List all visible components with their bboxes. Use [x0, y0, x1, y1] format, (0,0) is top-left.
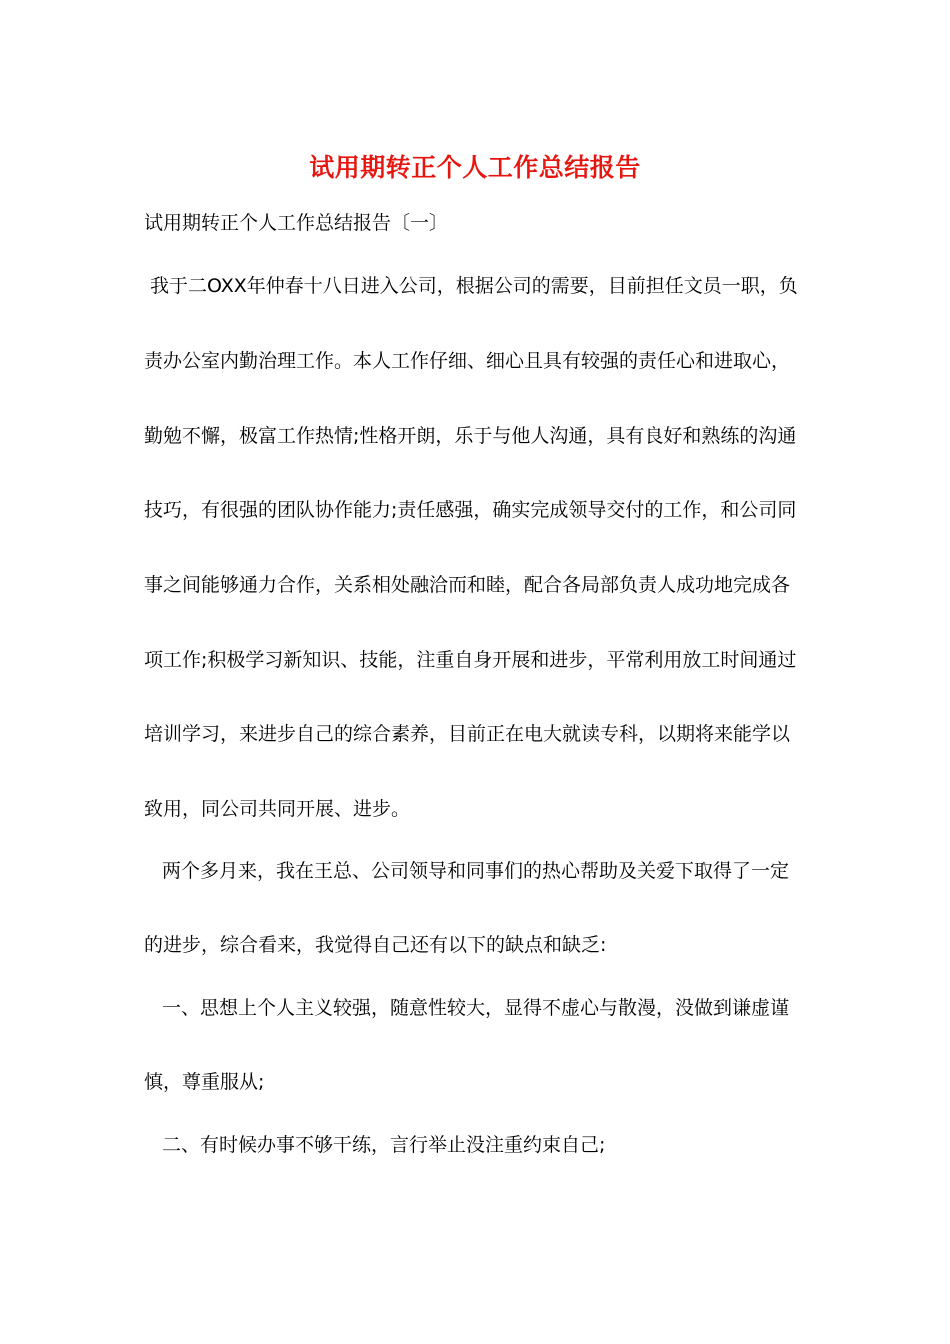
paragraph-line: 责办公室内勤治理工作。本人工作仔细、细心且具有较强的责任心和进取心， — [144, 350, 791, 372]
paragraph-line: 两个多月来，我在王总、公司领导和同事们的热心帮助及关爱下取得了一定 — [162, 860, 790, 882]
list-item-line: 二、有时候办事不够干练，言行举止没注重约束自己; — [162, 1134, 606, 1156]
paragraph-line: 的进步，综合看来，我觉得自己还有以下的缺点和缺乏: — [144, 934, 607, 956]
paragraph-line: 事之间能够通力合作，关系相处融洽而和睦，配合各局部负责人成功地完成各 — [144, 574, 791, 596]
paragraph-line: 我于二OXX年仲春十八日进入公司，根据公司的需要，目前担任文员一职，负 — [150, 275, 798, 297]
document-subtitle: 试用期转正个人工作总结报告〔一〕 — [144, 212, 449, 234]
paragraph-line: 项工作;积极学习新知识、技能，注重自身开展和进步，平常利用放工时间通过 — [144, 649, 797, 671]
paragraph-line: 致用，同公司共同开展、进步。 — [144, 798, 411, 820]
list-item-line: 慎，尊重服从; — [144, 1071, 265, 1093]
list-item-line: 一、思想上个人主义较强，随意性较大，显得不虚心与散漫，没做到谦虚谨 — [162, 997, 790, 1019]
paragraph-line: 技巧，有很强的团队协作能力;责任感强，确实完成领导交付的工作，和公司同 — [144, 499, 797, 521]
paragraph-line: 勤勉不懈，极富工作热情;性格开朗，乐于与他人沟通，具有良好和熟练的沟通 — [144, 425, 797, 447]
paragraph-line: 培训学习，来进步自己的综合素养，目前正在电大就读专科，以期将来能学以 — [144, 723, 791, 745]
document-title: 试用期转正个人工作总结报告 — [309, 153, 641, 182]
